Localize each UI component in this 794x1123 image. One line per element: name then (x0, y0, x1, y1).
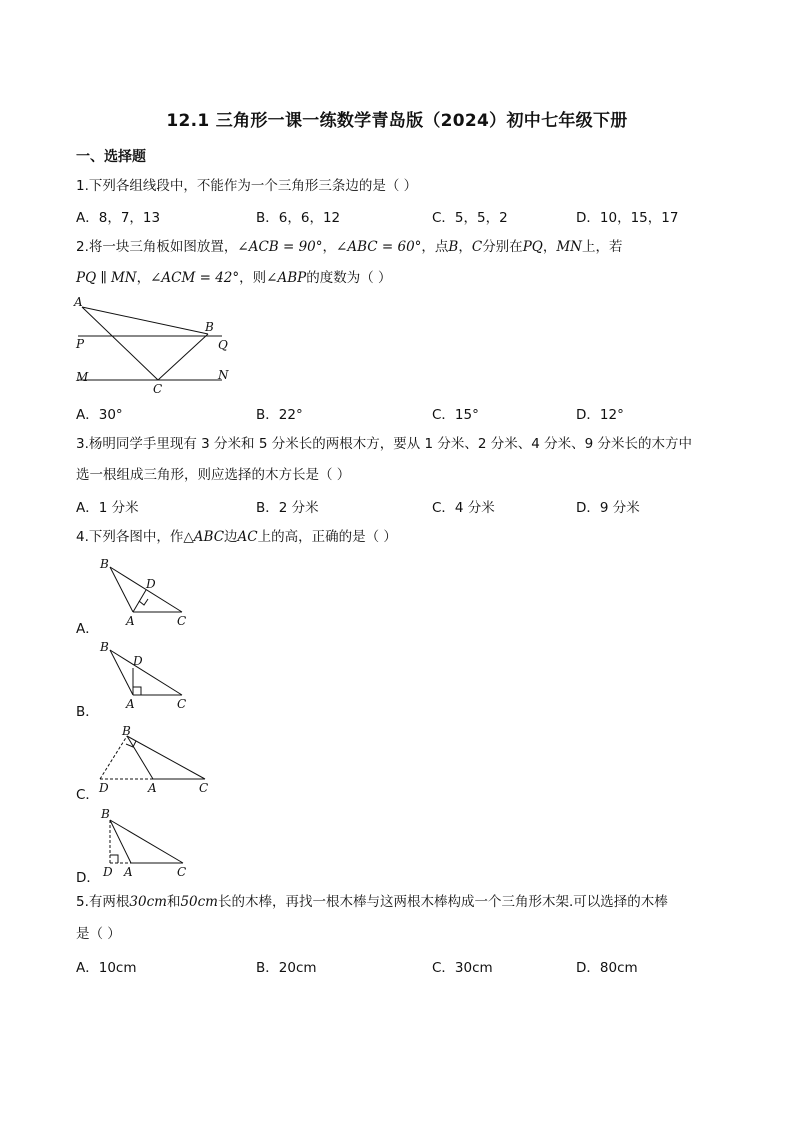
label-d: D (133, 654, 143, 668)
segment-bc (110, 650, 182, 695)
option-b: B．2 分米 (256, 500, 319, 516)
text: ， (542, 239, 557, 255)
segment-bc (127, 736, 205, 779)
question-3-stem-line2: 选一根组成三角形，则应选择的木方长是（ ） (76, 467, 351, 483)
text: ，则 (239, 270, 267, 286)
label-c: C (199, 781, 209, 795)
label-b: B (122, 724, 131, 738)
option-c: C．30cm (432, 960, 493, 976)
math: 30cm (129, 894, 167, 910)
label-b: B (205, 320, 214, 334)
label-p: P (76, 337, 85, 351)
question-2-stem-line1 (76, 237, 622, 257)
option-d: D．10，15，17 (576, 210, 679, 226)
label-c: C (177, 614, 187, 628)
option-d: D．9 分米 (576, 500, 640, 516)
page-title: 12.1 三角形一课一练数学青岛版（2024）初中七年级下册 (166, 111, 628, 131)
option-c: C．15° (432, 407, 479, 423)
text: ， (322, 239, 337, 255)
label-a: A (124, 865, 133, 879)
segment-ab (82, 307, 208, 334)
question-5-options (76, 956, 716, 976)
text: 长的木棒，再找一根木棒与这两根木棒构成一个三角形木架.可以选择的木棒 (217, 894, 668, 910)
text: ， (136, 270, 151, 286)
text: 分别在 (482, 239, 523, 255)
option-c: C．4 分米 (432, 500, 495, 516)
option-a: A．30° (76, 407, 123, 423)
label-a: A (126, 614, 135, 628)
option-d-label: D． (76, 870, 100, 886)
math: ∠ABC = 60° (336, 239, 422, 255)
segment-ba (127, 736, 153, 779)
math: AC (237, 529, 258, 545)
question-4-figure-c (95, 722, 215, 797)
label-q: Q (218, 338, 228, 352)
question-3-options (76, 496, 716, 516)
question-2-options (76, 403, 716, 423)
option-d: D．80cm (576, 960, 638, 976)
label-a: A (74, 295, 83, 309)
label-m: M (76, 370, 89, 384)
question-2-stem-line2 (76, 268, 392, 288)
label-b: B (100, 640, 109, 654)
math: ∠ABP (266, 270, 307, 286)
math: B (448, 239, 459, 255)
option-a: A．1 分米 (76, 500, 139, 516)
label-d: D (146, 577, 156, 591)
question-1-options (76, 206, 716, 226)
label-b: B (101, 807, 110, 821)
text: 上的高，正确的是（ ） (257, 529, 397, 545)
math: C (471, 239, 483, 255)
segment-bc (158, 334, 208, 380)
math: PQ (522, 239, 543, 255)
text: ， (458, 239, 472, 255)
segment-ac (82, 307, 158, 380)
right-angle-mark (110, 855, 118, 863)
text: 2.将一块三角板如图放置， (76, 239, 238, 255)
label-d: D (103, 865, 113, 879)
text: 和 (166, 894, 181, 910)
question-3-stem-line1: 3.杨明同学手里现有 3 分米和 5 分米长的两根木方，要从 1 分米、2 分米、4 分米、9 分米长的木方中 (76, 436, 693, 452)
math: △ABC (183, 529, 225, 545)
option-d: D．12° (576, 407, 624, 423)
label-b: B (100, 557, 109, 571)
option-c: C．5，5，2 (432, 210, 508, 226)
math: MN (556, 239, 582, 255)
text: 4.下列各图中，作 (76, 529, 184, 545)
label-d: D (99, 781, 109, 795)
label-n: N (218, 368, 229, 382)
question-5-stem-line2: 是（ ） (76, 926, 121, 942)
text: 的度数为（ ） (306, 270, 392, 286)
option-a-label: A． (76, 621, 99, 637)
label-c: C (177, 697, 187, 711)
right-angle-mark (133, 687, 141, 695)
option-c-label: C． (76, 787, 99, 803)
text: 边 (224, 529, 238, 545)
option-b-label: B． (76, 704, 99, 720)
option-a: A．10cm (76, 960, 137, 976)
question-4-stem (76, 527, 397, 547)
question-4-figure-a (95, 555, 205, 630)
math: ∠ACM = 42° (150, 270, 240, 286)
question-4-figure-d (95, 805, 205, 880)
question-5-stem-line1 (76, 892, 668, 912)
math: 50cm (180, 894, 218, 910)
option-b: B．20cm (256, 960, 317, 976)
text: 5.有两根 (76, 894, 130, 910)
math: ∠ACB = 90° (237, 239, 323, 255)
text: 上，若 (581, 239, 623, 255)
label-a: A (148, 781, 157, 795)
label-c: C (177, 865, 187, 879)
math: PQ ∥ MN (76, 270, 137, 286)
label-c: C (153, 382, 163, 396)
label-a: A (126, 697, 135, 711)
question-4-figure-b (95, 638, 205, 713)
section-heading: 一、选择题 (76, 149, 146, 165)
text: ，点 (421, 239, 449, 255)
option-b: B．6，6，12 (256, 210, 341, 226)
option-a: A．8，7，13 (76, 210, 161, 226)
option-b: B．22° (256, 407, 303, 423)
question-2-figure (70, 293, 250, 398)
question-1-stem: 1.下列各组线段中，不能作为一个三角形三条边的是（ ） (76, 178, 418, 194)
dashed-bd (100, 736, 127, 779)
